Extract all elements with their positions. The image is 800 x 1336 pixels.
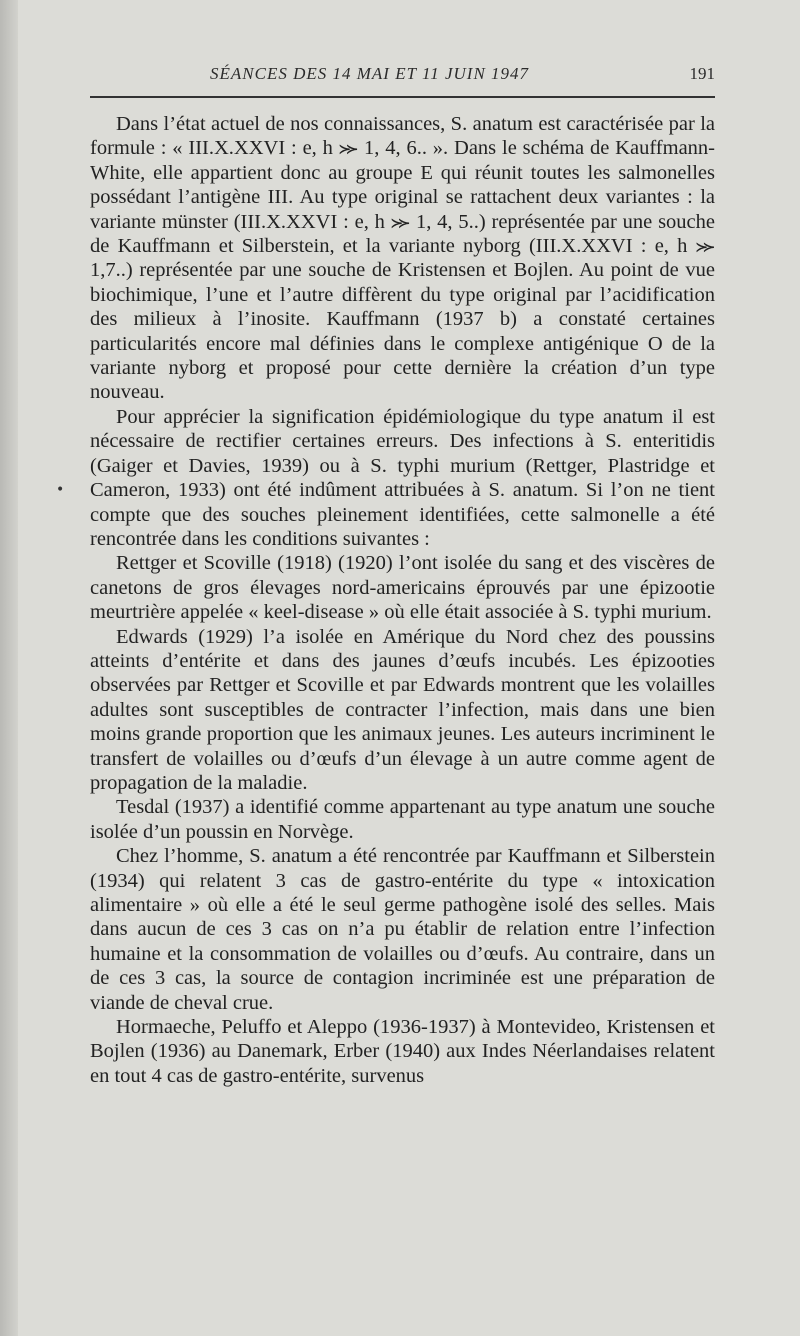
header-rule [90, 96, 715, 98]
paragraph: Rettger et Scoville (1918) (1920) l’ont isolée du sang et des viscères de canetons de gros élevages nord-americains éprouvés par une épizootie meurtrière appelée « keel-disease » où elle était associée à S. typhi murium. [90, 552, 715, 624]
margin-bullet: • [56, 482, 65, 498]
running-title: SÉANCES DES 14 MAI ET 11 JUIN 1947 [210, 64, 530, 83]
paragraph: Edwards (1929) l’a isolée en Amérique du Nord chez des poussins atteints d’entérite et dans des jaunes d’œufs incubés. Les épizooties observées par Rettger et Scoville et par Edwards montrent que les volailles adultes sont susceptibles de contracter l’infection, mais dans une bien moins grande proportion que les animaux jeunes. Les auteurs incriminent le transfert de volailles ou d’œufs d’un élevage à un autre comme agent de propagation de la maladie. [90, 625, 715, 794]
paragraph: Chez l’homme, S. anatum a été rencontrée par Kauffmann et Silberstein (1934) qui relatent 3 cas de gastro-entérite du type « intoxication alimentaire » où elle a été le seul germe pathogène isolé des selles. Mais dans aucun de ces 3 cas on n’a pu établir de relation entre l’infection humaine et la consommation de volailles ou d’œufs. Au contraire, dans un de ces 3 cas, la source de contagion incriminée est une préparation de viande de cheval crue. [90, 845, 715, 1014]
page-gutter-shadow [0, 0, 18, 1336]
paragraph: Tesdal (1937) a identifié comme appartenant au type anatum une souche isolée d’un poussin en Norvège. [90, 796, 715, 843]
paragraph: Pour apprécier la signification épidémiologique du type anatum il est nécessaire de rectifier certaines erreurs. Des infections à S. enteritidis (Gaiger et Davies, 1939) ou à S. typhi murium (Rettger, Plastridge et Cameron, 1933) ont été indûment attribuées à S. anatum. Si l’on ne tient compte que des souches pleinement identifiées, cette salmonelle a été rencontrée dans les conditions suivantes : [90, 405, 715, 550]
paragraph: Dans l’état actuel de nos connaissances, S. anatum est caractérisée par la formule : « III.X.XXVI : e, h ⪼ 1, 4, 6.. ». Dans le schéma de Kauffmann-White, elle appartient donc au groupe E qui réunit toutes les salmonelles possédant l’antigène III. Au type original se rattachent deux variantes : la variante münster (III.X.XXVI : e, h ⪼ 1, 4, 5..) représentée par une souche de Kauffmann et Silberstein, et la variante nyborg (III.X.XXVI : e, h ⪼ 1,7..) représentée par une souche de Kristensen et Bojlen. Au point de vue biochimique, l’une et l’autre diffèrent du type original par l’acidification des milieux à l’inosite. Kauffmann (1937 b) a constaté certaines particularités encore mal définies dans le complexe antigénique O de la variante nyborg et proposé pour cette dernière la création d’un type nouveau. [90, 113, 715, 404]
body-text [90, 112, 715, 1088]
page-header [90, 60, 715, 104]
page-number: 191 [689, 64, 715, 83]
paragraph: Hormaeche, Peluffo et Aleppo (1936-1937) à Montevideo, Kristensen et Bojlen (1936) au Danemark, Erber (1940) aux Indes Néerlandaises relatent en tout 4 cas de gastro-entérite, survenus [90, 1016, 715, 1087]
